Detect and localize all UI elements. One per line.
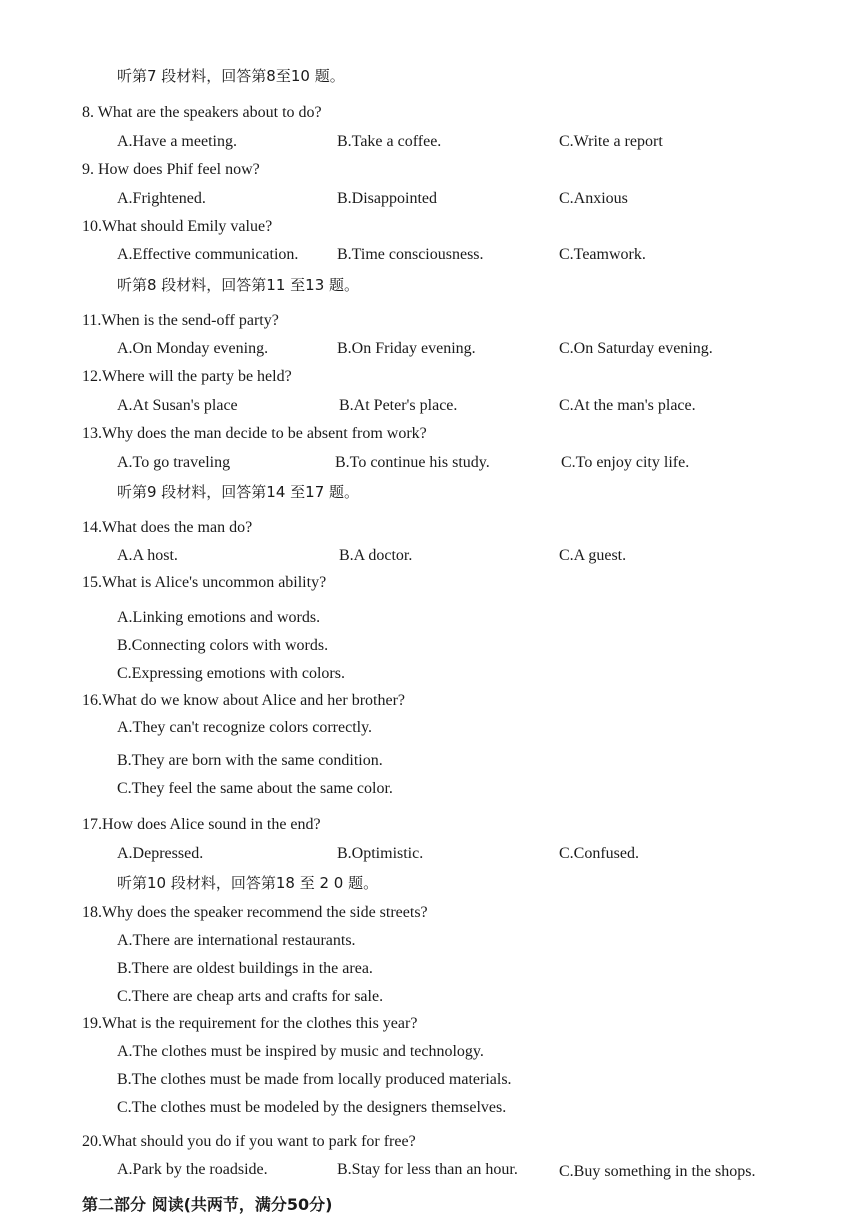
answer-option-q8c: C.Write a report [559,133,663,150]
question-line-q12: 12.Where will the party be held? [82,368,292,385]
answer-option-q11b: B.On Friday evening. [337,340,476,357]
answer-option-q10c: C.Teamwork. [559,246,646,263]
answer-option-q18c: C.There are cheap arts and crafts for sale. [117,988,384,1005]
question-line-q18: 18.Why does the speaker recommend the side streets? [82,904,428,921]
answer-option-q14b: B.A doctor. [339,547,413,564]
section-instruction-head9: 听第9 段材料，回答第14 至17 题。 [117,483,360,501]
question-line-q17: 17.How does Alice sound in the end? [82,816,321,833]
question-line-q15: 15.What is Alice's uncommon ability? [82,574,327,591]
question-line-q8: 8. What are the speakers about to do? [82,104,322,121]
answer-option-q14c: C.A guest. [559,547,627,564]
answer-option-q17a: A.Depressed. [117,845,204,862]
answer-option-q10b: B.Time consciousness. [337,246,484,263]
answer-option-q15c: C.Expressing emotions with colors. [117,665,345,682]
answer-option-q19a: A.The clothes must be inspired by music and technology. [117,1043,484,1060]
answer-option-q19c: C.The clothes must be modeled by the designers themselves. [117,1099,507,1116]
answer-option-q11c: C.On Saturday evening. [559,340,713,357]
answer-option-q19b: B.The clothes must be made from locally produced materials. [117,1071,512,1088]
question-line-q19: 19.What is the requirement for the clothes this year? [82,1015,418,1032]
answer-option-q8b: B.Take a coffee. [337,133,442,150]
section-instruction-head10: 听第10 段材料，回答第18 至 2 0 题。 [117,874,379,892]
section-instruction-head8: 听第8 段材料，回答第11 至13 题。 [117,276,360,294]
part-heading-part2: 第二部分 阅读(共两节，满分50分) [82,1195,333,1214]
answer-option-q14a: A.A host. [117,547,178,564]
answer-option-q17c: C.Confused. [559,845,639,862]
answer-option-q12b: B.At Peter's place. [339,397,458,414]
question-line-q14: 14.What does the man do? [82,519,253,536]
question-line-q16: 16.What do we know about Alice and her brother? [82,692,406,709]
answer-option-q9b: B.Disappointed [337,190,437,207]
answer-option-q9c: C.Anxious [559,190,628,207]
answer-option-q8a: A.Have a meeting. [117,133,237,150]
answer-option-q11a: A.On Monday evening. [117,340,269,357]
answer-option-q16b: B.They are born with the same condition. [117,752,383,769]
answer-option-q13a: A.To go traveling [117,454,231,471]
answer-option-q18b: B.There are oldest buildings in the area. [117,960,373,977]
answer-option-q12a: A.At Susan's place [117,397,238,414]
answer-option-q15b: B.Connecting colors with words. [117,637,329,654]
question-line-q10: 10.What should Emily value? [82,218,273,235]
question-line-q13: 13.Why does the man decide to be absent from work? [82,425,427,442]
answer-option-q20c: C.Buy something in the shops. [559,1163,756,1180]
question-line-q9: 9. How does Phif feel now? [82,161,260,178]
answer-option-q20b: B.Stay for less than an hour. [337,1161,518,1178]
answer-option-q17b: B.Optimistic. [337,845,424,862]
answer-option-q12c: C.At the man's place. [559,397,696,414]
section-instruction-head7: 听第7 段材料，回答第8至10 题。 [117,67,345,85]
answer-option-q10a: A.Effective communication. [117,246,299,263]
answer-option-q16c: C.They feel the same about the same color. [117,780,393,797]
answer-option-q9a: A.Frightened. [117,190,206,207]
answer-option-q15a: A.Linking emotions and words. [117,609,321,626]
answer-option-q20a: A.Park by the roadside. [117,1161,268,1178]
answer-option-q13b: B.To continue his study. [335,454,490,471]
answer-option-q13c: C.To enjoy city life. [561,454,690,471]
answer-option-q18a: A.There are international restaurants. [117,932,356,949]
question-line-q11: 11.When is the send-off party? [82,312,279,329]
question-line-q20: 20.What should you do if you want to park for free? [82,1133,416,1150]
answer-option-q16a: A.They can't recognize colors correctly. [117,719,373,736]
